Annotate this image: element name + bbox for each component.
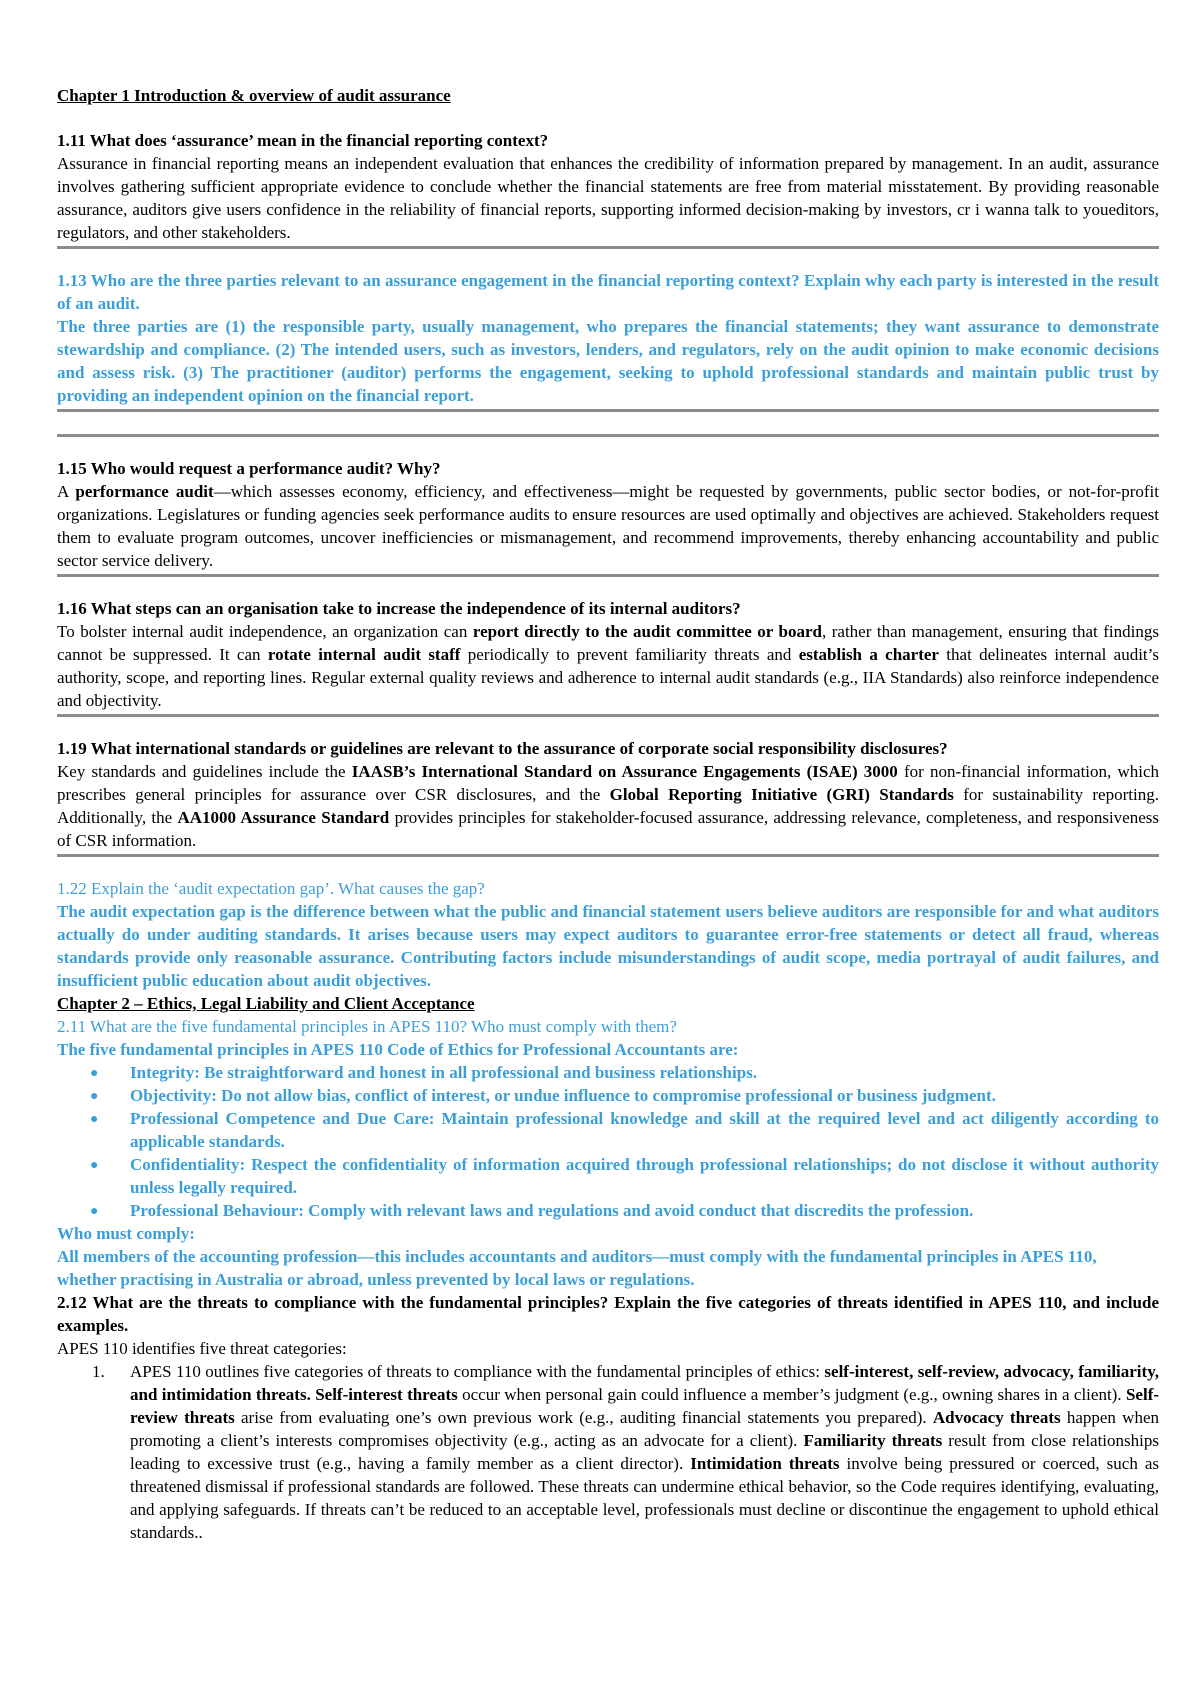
document-page xyxy=(57,84,1159,1544)
bullet-icon: ● xyxy=(90,1089,99,1104)
question-2-11: 2.11 What are the five fundamental principles in APES 110? Who must comply with them? xyxy=(57,1017,677,1036)
answer-1-19: Key standards and guidelines include the IAASB’s International Standard on Assurance Engagements (ISAE) 3000 for non-financial information, which prescribes general principles for assurance over CSR disclosures, and the Global Reporting Initiative (GRI) Standards for sustainability reporting. Additionally, the AA1000 Assurance Standard provides principles for stakeholder-focused assurance, addressing relevance, completeness, and responsiveness of CSR information. xyxy=(57,762,1160,850)
question-1-11: 1.11 What does ‘assurance’ mean in the financial reporting context? xyxy=(57,131,549,150)
list-item: ● Objectivity: Do not allow bias, conflict of interest, or undue influence to compromise professional or business judgment. xyxy=(57,1084,1159,1107)
answer-1-11: Assurance in financial reporting means an independent evaluation that enhances the credibility of information prepared by management. In an audit, assurance involves gathering sufficient appropriate evidence to conclude whether the financial statements are free from material misstatement. By providing reasonable assurance, auditors give users confidence in the reliability of financial reports, supporting informed decision-making by investors, cr i wanna talk to youeditors, regulators, and other stakeholders. xyxy=(57,154,1159,242)
spacer xyxy=(57,857,1159,877)
question-2-12: 2.12 What are the threats to compliance with the fundamental principles? Explain the five categories of threats identified in APES 110, and include examples. xyxy=(57,1293,1159,1335)
principles-intro: The five fundamental principles in APES 110 Code of Ethics for Professional Accountants are: xyxy=(57,1040,739,1059)
spacer xyxy=(57,107,1159,129)
spacer xyxy=(57,249,1159,269)
bullet-icon: ● xyxy=(90,1112,99,1127)
list-item: ● Professional Competence and Due Care: Maintain professional knowledge and skill at the required level and act diligently according to applicable standards. xyxy=(90,1109,1159,1151)
question-1-16: 1.16 What steps can an organisation take to increase the independence of its internal auditors? xyxy=(57,599,741,618)
list-number: 1. xyxy=(92,1362,105,1381)
answer-1-22: The audit expectation gap is the difference between what the public and financial statement users believe auditors are responsible for and what auditors actually do under auditing standards. It arises because users may expect auditors to guarantee error-free statements or detect all fraud, whereas standards provide only reasonable assurance. Contributing factors include misunderstandings of audit scope, media portrayal of audit failures, and insufficient public education about audit objectives. xyxy=(57,902,1159,990)
answer-1-15: A performance audit—which assesses economy, efficiency, and effectiveness—might be requested by governments, public sector bodies, or not-for-profit organizations. Legislatures or funding agencies seek performance audits to ensure resources are used optimally and objectives are achieved. Stakeholders request them to evaluate program outcomes, uncover inefficiencies or mismanagement, and recommend improvements, thereby enhancing accountability and public sector service delivery. xyxy=(57,482,1159,570)
list-item: ● Confidentiality: Respect the confidentiality of information acquired through professional relationships; do not disclose it without authority unless legally required. xyxy=(90,1155,1159,1197)
principles-list xyxy=(57,1061,1159,1222)
spacer xyxy=(57,577,1159,597)
list-item: ● Professional Behaviour: Comply with relevant laws and regulations and avoid conduct that discredits the profession. xyxy=(57,1199,1159,1222)
bullet-icon: ● xyxy=(90,1158,99,1173)
threats-list xyxy=(57,1360,1159,1544)
who-must-comply-answer: All members of the accounting profession—this includes accountants and auditors—must comply with the fundamental principles in APES 110, whether practising in Australia or abroad, unless prevented by local laws or regulations. xyxy=(57,1247,1097,1289)
bullet-icon: ● xyxy=(90,1066,99,1081)
question-1-13: 1.13 Who are the three parties relevant to an assurance engagement in the financial reporting context? Explain why each party is interested in the result of an audit. xyxy=(57,271,1159,313)
answer-1-13: The three parties are (1) the responsible party, usually management, who prepares the financial statements; they want assurance to demonstrate stewardship and compliance. (2) The intended users, such as investors, lenders, and regulators, rely on the audit opinion to make economic decisions and assess risk. (3) The practitioner (auditor) performs the engagement, seeking to uphold professional standards and maintain public trust by providing an independent opinion on the financial report. xyxy=(57,317,1159,405)
list-item: 1. APES 110 outlines five categories of threats to compliance with the fundamental principles of ethics: self-interest, self-review, advocacy, familiarity, and intimidation threats. Self-interest threats occur when personal gain could influence a member’s judgment (e.g., owning shares in a client). Self-review threats arise from evaluating one’s own previous work (e.g., auditing financial statements you prepared). Advocacy threats happen when promoting a client’s interests compromises objectivity (e.g., acting as an advocate for a client). Familiarity threats result from close relationships leading to excessive trust (e.g., having a family member as a client director). Intimidation threats involve being pressured or coerced, such as threatened dismissal if professional standards are followed. These threats can undermine ethical behavior, so the Code requires identifying, evaluating, and applying safeguards. If threats can’t be reduced to an acceptable level, professionals must decline or discontinue the engagement to uphold ethical standards.. xyxy=(92,1362,1160,1542)
list-item: ● Integrity: Be straightforward and honest in all professional and business relationships. xyxy=(57,1061,1159,1084)
question-1-22: 1.22 Explain the ‘audit expectation gap’. What causes the gap? xyxy=(57,879,485,898)
spacer xyxy=(57,412,1159,432)
chapter-2-title: Chapter 2 – Ethics, Legal Liability and Client Acceptance xyxy=(57,994,475,1013)
question-1-15: 1.15 Who would request a performance audit? Why? xyxy=(57,459,441,478)
spacer xyxy=(57,717,1159,737)
who-must-comply-heading: Who must comply: xyxy=(57,1224,195,1243)
bullet-icon: ● xyxy=(90,1204,99,1219)
threats-intro: APES 110 identifies five threat categories: xyxy=(57,1339,347,1358)
question-1-19: 1.19 What international standards or guidelines are relevant to the assurance of corporate social responsibility disclosures? xyxy=(57,739,948,758)
chapter-1-title: Chapter 1 Introduction & overview of audit assurance xyxy=(57,86,451,105)
spacer xyxy=(57,437,1159,457)
answer-1-16: To bolster internal audit independence, an organization can report directly to the audit committee or board, rather than management, ensuring that findings cannot be suppressed. It can rotate internal audit staff periodically to prevent familiarity threats and establish a charter that delineates internal audit’s authority, scope, and reporting lines. Regular external quality reviews and adherence to internal audit standards (e.g., IIA Standards) also reinforce independence and objectivity. xyxy=(57,622,1159,710)
